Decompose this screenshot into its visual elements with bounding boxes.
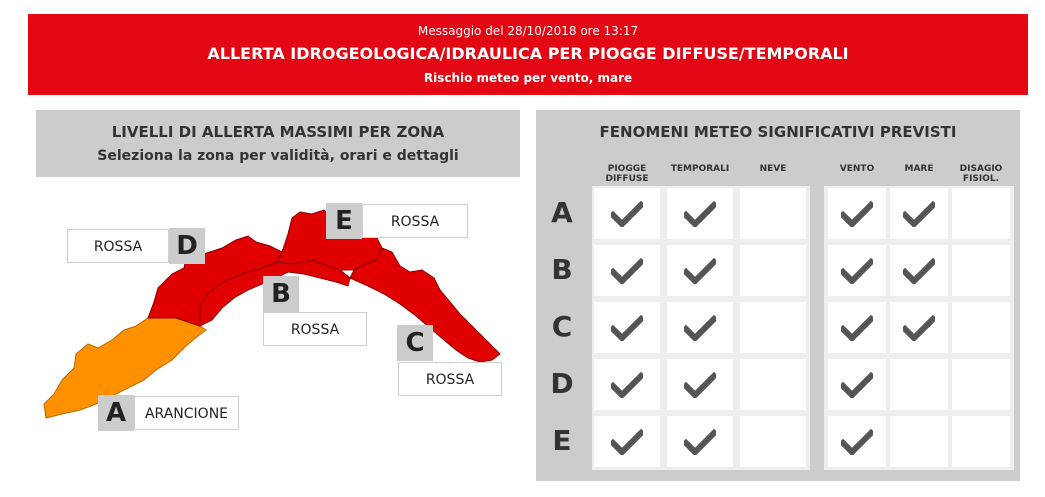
checkmark-icon	[611, 315, 643, 341]
phenomenon-cell	[952, 302, 1010, 353]
phenomenon-cell	[667, 359, 733, 410]
checkmark-icon	[684, 372, 716, 398]
row-zone-letter: E	[552, 424, 572, 457]
zone-a-level[interactable]: ARANCIONE	[134, 396, 239, 430]
row-zone-letter: A	[551, 196, 573, 229]
col-header-line1: NEVE	[759, 164, 787, 174]
zone-c-level[interactable]: ROSSA	[398, 362, 502, 396]
checkmark-icon	[903, 201, 935, 227]
checkmark-icon	[841, 201, 873, 227]
phenomena-title: FENOMENI METEO SIGNIFICATIVI PREVISTI	[599, 123, 957, 141]
phenomenon-cell	[740, 359, 806, 410]
checkmark-icon	[684, 258, 716, 284]
checkmark-icon	[841, 429, 873, 455]
phenomenon-cell	[594, 245, 660, 296]
phenomenon-cell	[828, 245, 886, 296]
phenomenon-cell	[594, 302, 660, 353]
zone-d-badge[interactable]: D	[169, 228, 205, 264]
phenomenon-cell	[740, 245, 806, 296]
col-header-neve	[738, 164, 808, 174]
phenomenon-cell	[828, 188, 886, 239]
checkmark-icon	[841, 315, 873, 341]
col-header-disagio	[946, 164, 1016, 184]
checkmark-icon	[841, 372, 873, 398]
zone-d-level[interactable]: ROSSA	[67, 229, 169, 263]
phenomenon-cell	[890, 359, 948, 410]
phenomenon-cell	[952, 188, 1010, 239]
phenomenon-cell	[952, 245, 1010, 296]
row-zone-letter: D	[550, 367, 574, 400]
col-header-temporali	[665, 164, 735, 174]
checkmark-icon	[611, 429, 643, 455]
phenomenon-cell	[828, 302, 886, 353]
phenomenon-cell	[952, 416, 1010, 467]
col-header-line1: VENTO	[839, 164, 875, 174]
row-zone-letter: C	[551, 310, 573, 343]
phenomenon-cell	[890, 302, 948, 353]
zone-b-level[interactable]: ROSSA	[263, 312, 367, 346]
alert-title: ALLERTA IDROGEOLOGICA/IDRAULICA PER PIOGGE DIFFUSE/TEMPORALI	[207, 44, 849, 63]
phenomenon-cell	[890, 245, 948, 296]
phenomenon-cell	[890, 188, 948, 239]
checkmark-icon	[684, 201, 716, 227]
phenomenon-cell	[828, 359, 886, 410]
phenomenon-cell	[890, 416, 948, 467]
col-header-line2: FISIOL.	[962, 174, 1000, 184]
col-header-mare	[884, 164, 954, 174]
phenomenon-cell	[740, 416, 806, 467]
zones-header	[36, 110, 520, 177]
checkmark-icon	[684, 315, 716, 341]
phenomenon-cell	[952, 359, 1010, 410]
phenomena-panel	[536, 110, 1020, 481]
checkmark-icon	[611, 201, 643, 227]
col-header-line2: DIFFUSE	[605, 174, 649, 184]
zone-b-badge[interactable]: B	[263, 276, 299, 312]
checkmark-icon	[903, 315, 935, 341]
phenomenon-cell	[740, 302, 806, 353]
phenomenon-cell	[594, 359, 660, 410]
zone-c-badge[interactable]: C	[397, 325, 433, 361]
phenomenon-cell	[828, 416, 886, 467]
phenomenon-cell	[667, 245, 733, 296]
phenomenon-cell	[740, 188, 806, 239]
col-header-line1: MARE	[904, 164, 934, 174]
zone-e-badge[interactable]: E	[326, 203, 362, 239]
checkmark-icon	[611, 372, 643, 398]
col-header-line1: TEMPORALI	[670, 164, 730, 174]
checkmark-icon	[684, 429, 716, 455]
phenomenon-cell	[594, 416, 660, 467]
col-header-line1: PIOGGE	[607, 164, 647, 174]
zone-e-level[interactable]: ROSSA	[362, 204, 468, 238]
col-header-vento	[822, 164, 892, 174]
checkmark-icon	[611, 258, 643, 284]
checkmark-icon	[903, 258, 935, 284]
phenomenon-cell	[667, 188, 733, 239]
col-header-line1: DISAGIO	[959, 164, 1003, 174]
alert-banner	[28, 14, 1028, 95]
phenomenon-cell	[667, 302, 733, 353]
row-zone-letter: B	[551, 253, 573, 286]
phenomenon-cell	[594, 188, 660, 239]
checkmark-icon	[841, 258, 873, 284]
zones-subtitle: Seleziona la zona per validità, orari e dettagli	[97, 148, 459, 164]
col-header-piogge	[592, 164, 662, 184]
phenomenon-cell	[667, 416, 733, 467]
message-date: Messaggio del 28/10/2018 ore 13:17	[417, 24, 639, 38]
alert-subtitle: Rischio meteo per vento, mare	[423, 71, 633, 85]
zone-a-badge[interactable]: A	[98, 395, 134, 431]
zones-title: LIVELLI DI ALLERTA MASSIMI PER ZONA	[111, 123, 445, 141]
